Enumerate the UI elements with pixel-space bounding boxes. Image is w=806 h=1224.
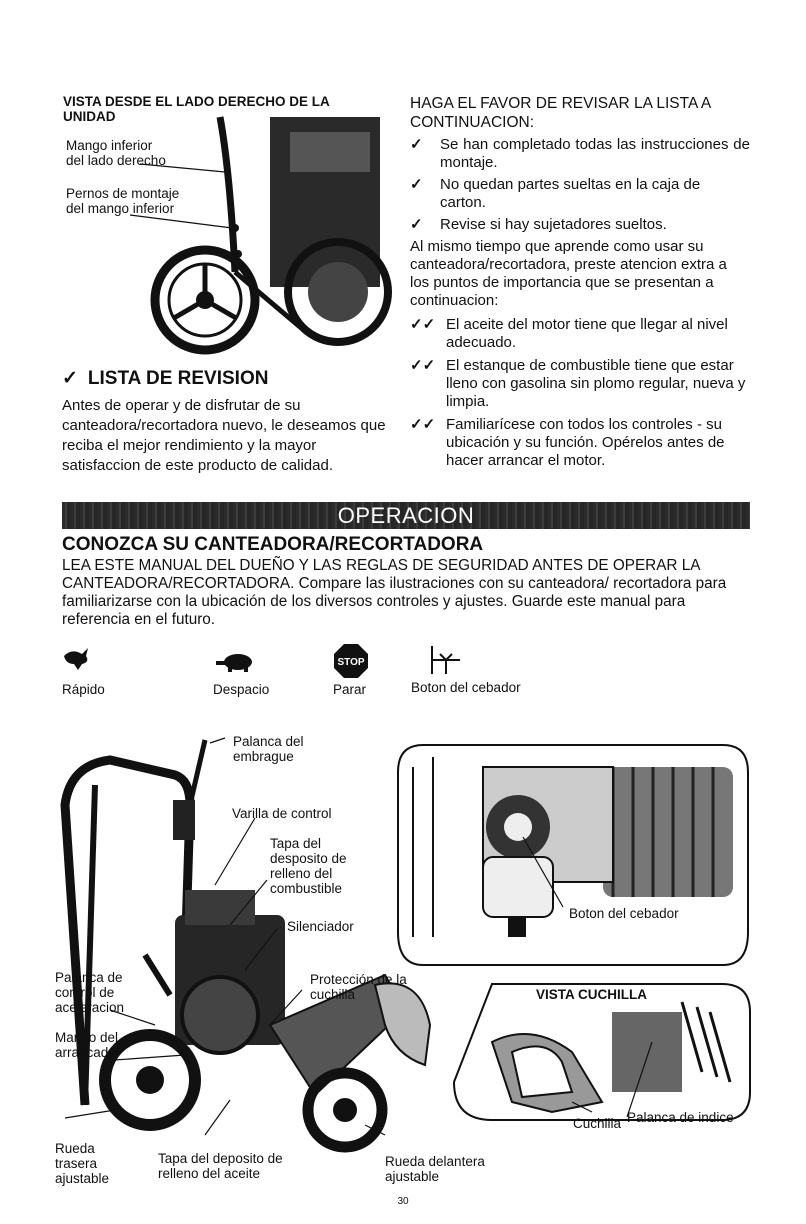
slow-label: Despacio bbox=[213, 682, 270, 697]
label-blade: Cuchilla bbox=[573, 1116, 622, 1131]
checklist-item bbox=[410, 416, 750, 470]
page-number: 30 bbox=[397, 1196, 409, 1207]
label-muffler: Silenciador bbox=[287, 919, 354, 934]
checklist-items bbox=[410, 136, 750, 234]
checklist-item-text: Se han completado todas las instrucciones de montaje. bbox=[440, 136, 750, 171]
label-lower-handle: Mango inferior del lado derecho bbox=[66, 138, 166, 168]
checklist-item-text: El aceite del motor tiene que llegar al nivel adecuado. bbox=[446, 316, 728, 351]
checklist-item-text: Revise si hay sujetadores sueltos. bbox=[440, 216, 667, 233]
label-starter: Mango del arrancador bbox=[55, 1030, 121, 1060]
operation-subtitle: CONOZCA SU CANTEADORA/RECORTADORA bbox=[62, 534, 484, 555]
label-rear-wheel: Rueda trasera ajustable bbox=[55, 1141, 110, 1186]
checklist-item-text: Familiarícese con todos los controles - su ubicación y su función. Opérelos antes de hacer arrancar el motor. bbox=[446, 416, 725, 469]
fast-label: Rápido bbox=[62, 682, 105, 697]
stop-sign-text: STOP bbox=[337, 657, 365, 668]
side-view-heading: VISTA DESDE EL LADO DERECHO DE LA UNIDAD bbox=[63, 94, 330, 124]
section-banner bbox=[62, 502, 750, 529]
checklist-item bbox=[410, 357, 750, 411]
section-banner-title: OPERACION bbox=[337, 503, 475, 528]
revision-title-row bbox=[62, 368, 268, 390]
carburetor-inset bbox=[393, 737, 753, 973]
revision-body: Antes de operar y de disfrutar de su canteadora/recortadora nuevo, le deseamos que reciba el mejor rendimiento y la mayor satisfaccion de este producto de calidad. bbox=[62, 397, 386, 474]
label-index-lever: Palanca de indice bbox=[627, 1110, 734, 1125]
label-throttle: Palanca de control de aceleracion bbox=[55, 970, 125, 1015]
operation-body: LEA ESTE MANUAL DEL DUEÑO Y LAS REGLAS DE SEGURIDAD ANTES DE OPERAR LA CANTEADORA/RECORTADORA. Compare las ilustraciones con su canteadora/ recortadora para familiarizarse con la ubicación de los diversos controles y ajustes. Guarde este manual para referencia en el futuro. bbox=[62, 557, 727, 628]
checklist-heading: HAGA EL FAVOR DE REVISAR LA LISTA A CONTINUACION: bbox=[410, 95, 711, 131]
checklist-item bbox=[410, 316, 750, 352]
checklist-item-text: El estanque de combustible tiene que estar lleno con gasolina sin plomo regular, nueva y limpia. bbox=[446, 357, 746, 410]
label-choke-button: Boton del cebador bbox=[569, 906, 679, 921]
label-control-rod: Varilla de control bbox=[232, 806, 332, 821]
check-icon: ✓ bbox=[410, 176, 423, 193]
turtle-icon bbox=[214, 652, 256, 672]
label-clutch: Palanca del embrague bbox=[233, 734, 304, 764]
check-icon: ✓ bbox=[410, 216, 423, 233]
label-handle-bolts: Pernos de montaje del mango inferior bbox=[66, 186, 180, 216]
label-fuel-cap: Tapa del desposito de relleno del combustible bbox=[270, 836, 347, 896]
side-view-illustration bbox=[150, 112, 390, 362]
rabbit-icon bbox=[62, 644, 92, 670]
choke-icon bbox=[430, 646, 462, 676]
double-check-icon: ✓✓ bbox=[410, 316, 436, 333]
checklist-items-2 bbox=[410, 316, 750, 470]
checklist-intro: Al mismo tiempo que aprende como usar su canteadora/recortadora, preste atencion extra a los puntos de importancia que se presentan a continuacion: bbox=[410, 238, 727, 309]
label-front-wheel: Rueda delantera ajustable bbox=[385, 1154, 485, 1184]
blade-view-title: VISTA CUCHILLA bbox=[536, 987, 647, 1002]
checklist-item bbox=[410, 136, 750, 172]
label-blade-guard: Protección de la cuchilla bbox=[310, 972, 407, 1002]
checklist-item-text: No quedan partes sueltas en la caja de carton. bbox=[440, 176, 701, 211]
checklist-item bbox=[410, 216, 750, 234]
check-icon: ✓ bbox=[62, 368, 78, 389]
double-check-icon: ✓✓ bbox=[410, 416, 436, 433]
stop-label: Parar bbox=[333, 682, 367, 697]
label-oil-cap: Tapa del deposito de relleno del aceite bbox=[158, 1151, 283, 1181]
revision-title: LISTA DE REVISION bbox=[87, 368, 269, 389]
check-icon: ✓ bbox=[410, 136, 423, 153]
double-check-icon: ✓✓ bbox=[410, 357, 436, 374]
checklist-item bbox=[410, 176, 750, 212]
choke-label: Boton del cebador bbox=[411, 680, 521, 695]
stop-sign-icon bbox=[334, 644, 368, 678]
